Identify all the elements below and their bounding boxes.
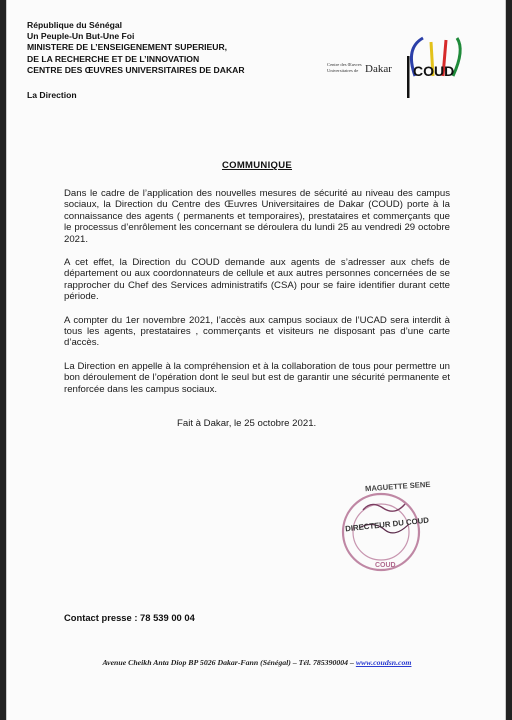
place-and-date: Fait à Dakar, le 25 octobre 2021. (177, 418, 317, 429)
coud-logo-icon (325, 36, 495, 108)
document-body (64, 188, 450, 407)
ministry-line-2: DE LA RECHERCHE ET DE L’INNOVATION (27, 53, 200, 64)
signatory-title: DIRECTEUR DU COUD (344, 515, 430, 534)
logo-city: Dakar (365, 63, 392, 75)
ministry-line-1: MINISTERE DE L’ENSEIGENEMENT SUPERIEUR, (27, 42, 228, 53)
country-name: République du Sénégal (27, 20, 123, 30)
press-contact: Contact presse : 78 539 00 04 (64, 612, 195, 623)
logo-acronym: COUD (413, 63, 455, 79)
footer-address (7, 658, 507, 667)
document-page (6, 0, 506, 720)
signatory-name: MAGUETTE SENE (364, 479, 431, 494)
country-motto: Un Peuple-Un But-Une Foi (27, 31, 135, 42)
stamp-text: COUD (375, 562, 396, 569)
paragraph-3: A compter du 1er novembre 2021, l’accès aux campus sociaux de l’UCAD sera interdit à tous les agents, prestataires , commerçants et visiteurs ne disposant pas d’une carte d’accès. (64, 314, 450, 349)
department-name: La Direction (27, 90, 77, 100)
letterhead (27, 20, 245, 76)
footer-address-text: Avenue Cheikh Anta Diop BP 5026 Dakar-Fann (Sénégal) – Tél. 785390004 – (102, 658, 356, 667)
document-title: COMMUNIQUE (221, 160, 293, 171)
institution-name: CENTRE DES ŒUVRES UNIVERSITAIRES DE DAKAR (27, 64, 245, 75)
logo-small-text-2: Universitaires de (327, 68, 359, 73)
logo-small-text-1: Centre des Œuvres (327, 62, 362, 67)
paragraph-4: La Direction en appelle à la compréhension et à la collaboration de tous pour permettre un bon déroulement de l’opération dont le seul but est de garantir une sécurité permanente et renforcée dans les campus sociaux. (64, 360, 450, 395)
paragraph-2: A cet effet, la Direction du COUD demande aux agents de s’adresser aux chefs de département ou aux coordonnateurs de cellule et aux autres personnes concernées de se rapprocher du Chef des Services administratifs (CSA) pour se faire identifier durant cette période. (64, 257, 450, 303)
paragraph-1: Dans le cadre de l’application des nouvelles mesures de sécurité au niveau des campus sociaux, la Direction du Centre des Œuvres Universitaires de Dakar (COUD) porte à la connaissance des agents ( permanents et temporaires), prestataires et commerçants que le processus d’enrôlement les concernant se déroulera du lundi 25 au vendredi 29 octobre 2021. (64, 188, 450, 245)
website-link[interactable]: www.coudsn.com (355, 658, 412, 667)
